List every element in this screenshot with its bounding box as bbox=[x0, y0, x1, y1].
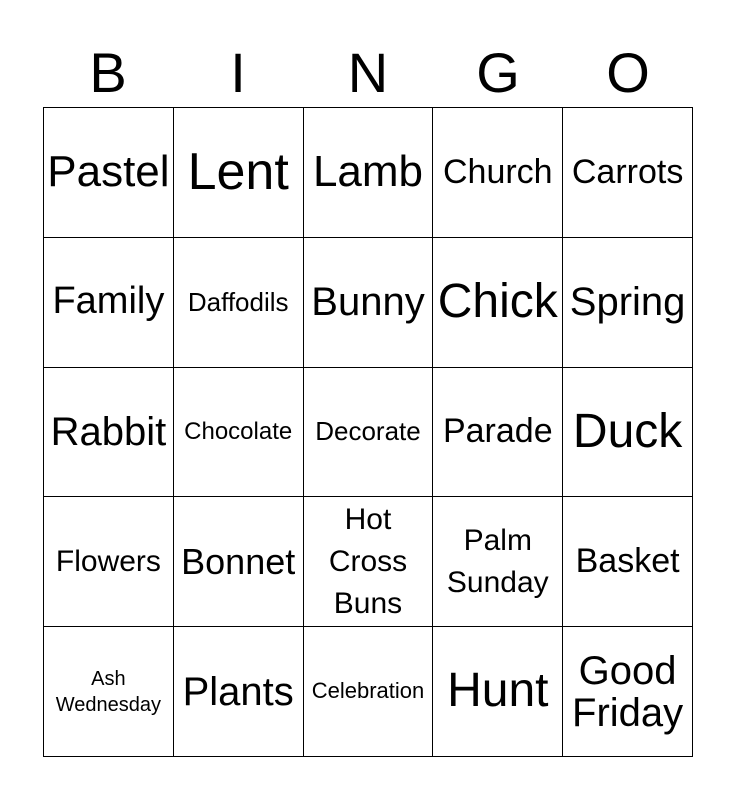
cell-label: Lamb bbox=[312, 147, 424, 197]
header-letter-g: G bbox=[476, 41, 520, 104]
cell-label: Pastel bbox=[47, 147, 170, 197]
bingo-cell[interactable] bbox=[44, 627, 174, 757]
cell-label: Hunt bbox=[447, 664, 549, 718]
bingo-cell[interactable] bbox=[563, 497, 693, 627]
cell-label: Basket bbox=[575, 541, 680, 580]
bingo-cell[interactable] bbox=[433, 627, 563, 757]
header-letter-n: N bbox=[347, 41, 389, 104]
bingo-cell[interactable] bbox=[304, 238, 434, 368]
cell-label: Ash Wednesday bbox=[55, 667, 162, 716]
cell-label: Bunny bbox=[311, 280, 425, 325]
bingo-cell[interactable] bbox=[563, 627, 693, 757]
cell-label: Celebration bbox=[311, 678, 425, 704]
cell-label: Decorate bbox=[315, 416, 421, 447]
cell-label: Plants bbox=[182, 669, 294, 714]
cell-label: Hot Cross Buns bbox=[328, 502, 408, 620]
bingo-cell[interactable] bbox=[44, 238, 174, 368]
bingo-cell[interactable] bbox=[304, 368, 434, 498]
bingo-cell[interactable] bbox=[174, 497, 304, 627]
bingo-cell[interactable] bbox=[433, 368, 563, 498]
cell-label: Carrots bbox=[571, 152, 684, 191]
bingo-cell[interactable] bbox=[304, 497, 434, 627]
bingo-cell[interactable] bbox=[563, 368, 693, 498]
bingo-cell[interactable] bbox=[433, 497, 563, 627]
header-letter-o: O bbox=[606, 41, 650, 104]
bingo-cell[interactable] bbox=[174, 627, 304, 757]
bingo-cell[interactable] bbox=[44, 108, 174, 238]
cell-label: Lent bbox=[187, 143, 289, 202]
bingo-cell[interactable] bbox=[433, 108, 563, 238]
cell-label: Family bbox=[52, 280, 165, 323]
cell-label: Chick bbox=[437, 275, 558, 328]
bingo-cell[interactable] bbox=[174, 368, 304, 498]
cell-label: Rabbit bbox=[50, 409, 167, 454]
header-letter-b: B bbox=[89, 41, 127, 104]
bingo-cell[interactable] bbox=[174, 238, 304, 368]
bingo-cell[interactable] bbox=[174, 108, 304, 238]
cell-label: Church bbox=[442, 152, 553, 191]
cell-label: Duck bbox=[572, 404, 683, 458]
bingo-cell[interactable] bbox=[304, 627, 434, 757]
cell-label: Chocolate bbox=[184, 417, 293, 445]
cell-label: Daffodils bbox=[187, 286, 289, 317]
bingo-cell[interactable] bbox=[44, 368, 174, 498]
cell-label: Parade bbox=[442, 412, 553, 451]
cell-label: Palm Sunday bbox=[446, 523, 549, 599]
bingo-cell[interactable] bbox=[433, 238, 563, 368]
cell-label: Bonnet bbox=[181, 540, 296, 582]
cell-label: Spring bbox=[569, 280, 686, 325]
bingo-card-grid bbox=[43, 107, 693, 757]
bingo-header bbox=[43, 38, 693, 108]
cell-label: Flowers bbox=[55, 544, 161, 578]
bingo-cell[interactable] bbox=[563, 238, 693, 368]
bingo-cell[interactable] bbox=[44, 497, 174, 627]
cell-label: Good Friday bbox=[572, 648, 684, 735]
header-letter-i: I bbox=[230, 41, 246, 104]
bingo-cell[interactable] bbox=[563, 108, 693, 238]
bingo-cell[interactable] bbox=[304, 108, 434, 238]
